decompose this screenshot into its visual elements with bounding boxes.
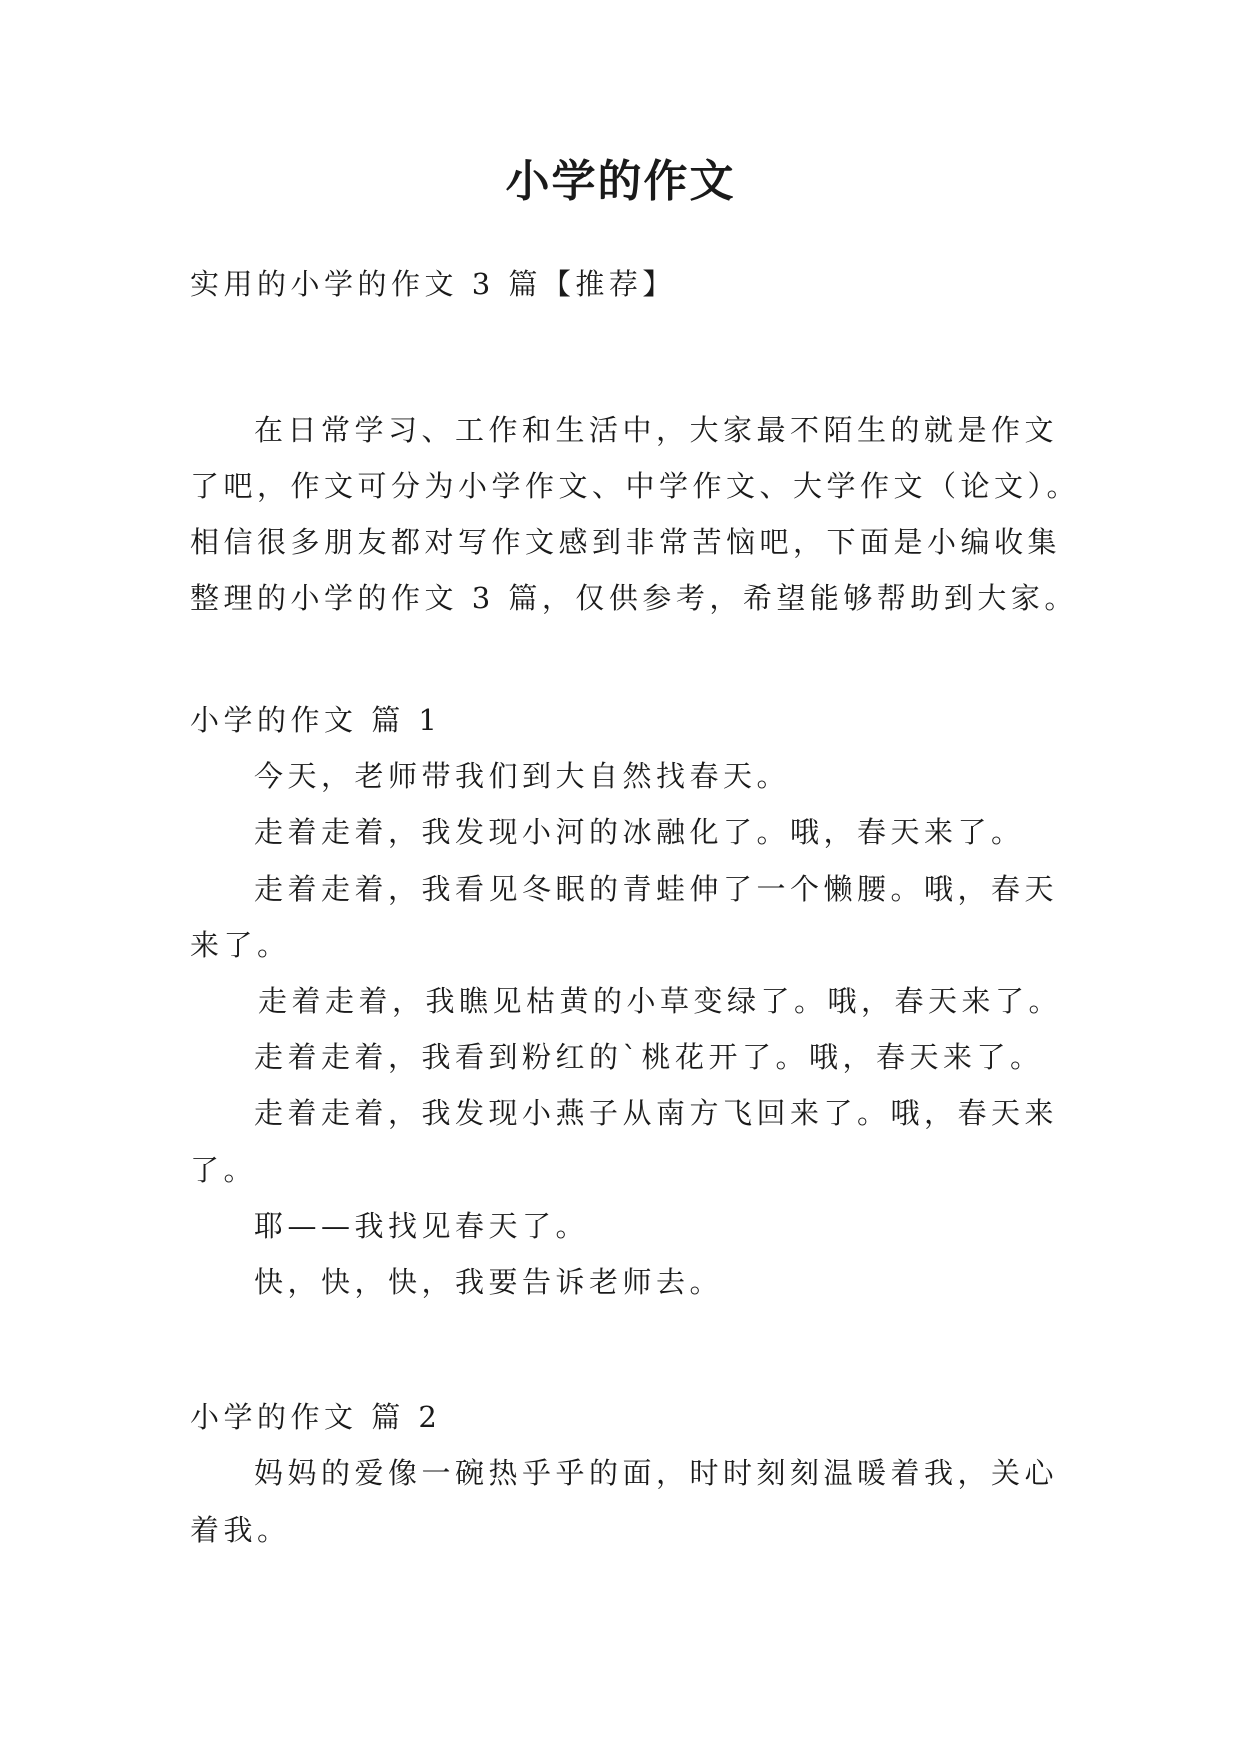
essay2-line: 妈妈的爱像一碗热乎乎的面，时时刻刻温暖着我，关心 <box>254 1456 1059 1490</box>
essay1-line: 走着走着，我发现小河的冰融化了。哦，春天来了。 <box>254 815 1025 849</box>
essay1-line: 快，快，快，我要告诉老师去。 <box>254 1265 724 1299</box>
essay1-line: 来了。 <box>190 928 291 962</box>
essay1-line: 了。 <box>190 1153 258 1187</box>
document-subtitle: 实用的小学的作文 3 篇【推荐】 <box>190 267 676 301</box>
intro-line: 了吧，作文可分为小学作文、中学作文、大学作文（论文）。 <box>190 469 1081 503</box>
intro-line: 相信很多朋友都对写作文感到非常苦恼吧，下面是小编收集 <box>190 525 1062 559</box>
essay1-heading: 小学的作文 篇 1 <box>190 703 442 737</box>
essay1-line: 耶——我找见春天了。 <box>254 1209 590 1243</box>
intro-line: 在日常学习、工作和生活中，大家最不陌生的就是作文 <box>254 413 1059 447</box>
intro-line: 整理的小学的作文 3 篇，仅供参考，希望能够帮助到大家。 <box>190 581 1078 615</box>
essay2-heading: 小学的作文 篇 2 <box>190 1400 442 1434</box>
essay1-line: 走着走着，我看到粉红的`桃花开了。哦，春天来了。 <box>254 1040 1044 1074</box>
essay1-line: 走着走着，我看见冬眠的青蛙伸了一个懒腰。哦，春天 <box>254 872 1059 906</box>
essay1-line: 走着走着，我发现小燕子从南方飞回来了。哦，春天来 <box>254 1096 1059 1130</box>
essay2-line: 着我。 <box>190 1513 291 1547</box>
essay1-line: 今天，老师带我们到大自然找春天。 <box>254 759 791 793</box>
essay1-line: 走着走着，我瞧见枯黄的小草变绿了。哦，春天来了。 <box>258 984 1063 1018</box>
document-title: 小学的作文 <box>505 156 736 207</box>
